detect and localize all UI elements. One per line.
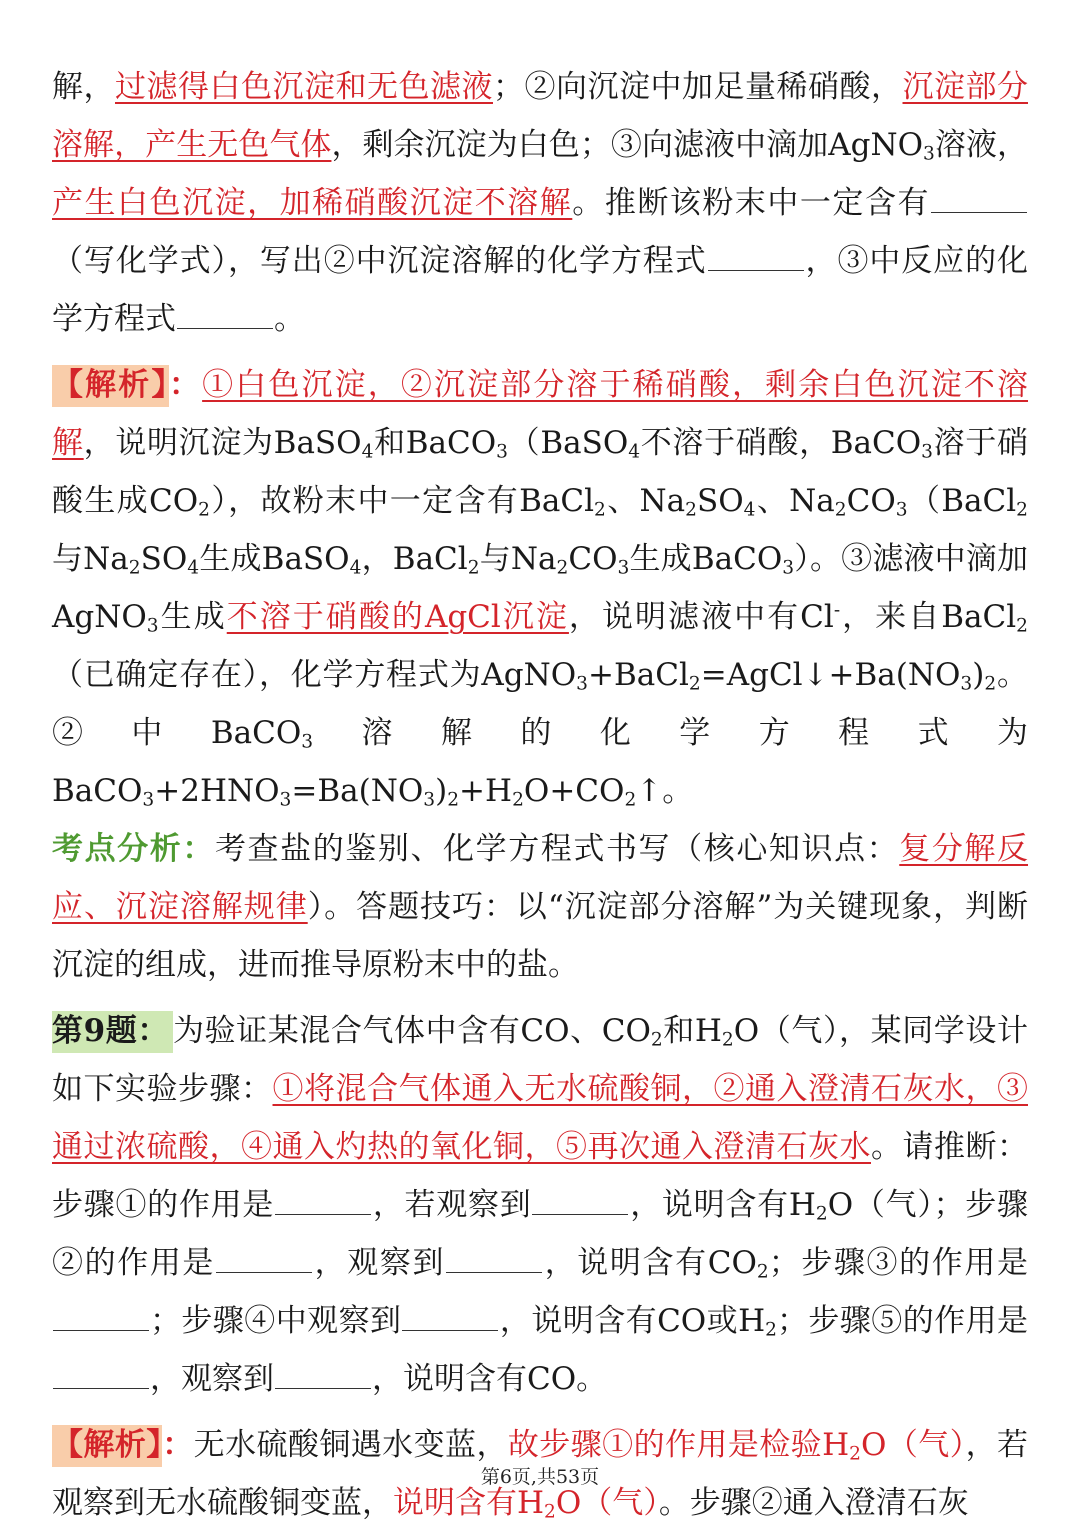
subscript: 4 xyxy=(187,557,200,579)
red-text: O（气） xyxy=(860,1427,966,1463)
text: =Ba(NO xyxy=(291,773,424,809)
subscript: 4 xyxy=(361,441,374,463)
text: O（气），某同学设计如下实验步骤： xyxy=(52,1013,1028,1107)
subscript: 2 xyxy=(984,673,997,695)
text: （BaSO xyxy=(508,425,629,461)
text: ，说明含有H xyxy=(629,1187,816,1223)
analysis-tag: 【解析】 xyxy=(52,365,169,407)
text: 和BaCO xyxy=(373,425,497,461)
subscript: 3 xyxy=(921,441,933,463)
text: ，BaCl xyxy=(361,541,468,577)
answer-blank xyxy=(532,1211,628,1215)
subscript: 2 xyxy=(594,499,606,521)
analysis-tag-colon: ： xyxy=(168,367,203,403)
text: 。 xyxy=(274,301,305,337)
subscript: 3 xyxy=(782,557,795,579)
highlighted-text: 不溶于硝酸的AgCl沉淀 xyxy=(226,599,569,635)
highlighted-text: ①将混合气体通入无水硫酸铜，②通入澄清石灰水，③通过浓硫酸，④通入灼热的氧化铜，⑤再次通入澄清石灰水 xyxy=(52,1071,1028,1165)
text: 考查盐的鉴别、化学方程式书写（核心知识点： xyxy=(214,831,900,867)
text: ，观察到 xyxy=(150,1361,274,1397)
text: 和H xyxy=(662,1013,722,1049)
text: （写化学式），写出②中沉淀溶解的化学方程式 xyxy=(52,243,707,279)
red-text: 故步骤①的作用是检验H xyxy=(507,1427,850,1463)
text: ，说明沉淀为BaSO xyxy=(83,425,362,461)
text: SO xyxy=(697,483,744,519)
analysis-tag-colon: ： xyxy=(162,1427,194,1463)
subscript: 2 xyxy=(834,499,847,521)
analysis-tag: 【解析】 xyxy=(52,1425,162,1467)
answer-blank xyxy=(708,267,804,271)
text: ，说明含有CO或H xyxy=(499,1303,766,1339)
subscript: 2 xyxy=(1016,615,1028,637)
text: =AgCl↓+Ba(NO xyxy=(700,657,961,693)
text: CO xyxy=(568,541,618,577)
answer-blank xyxy=(446,1269,542,1273)
subscript: 3 xyxy=(576,673,589,695)
text: ；步骤③的作用是 xyxy=(768,1245,1028,1281)
text: 无水硫酸铜遇水变蓝， xyxy=(193,1427,508,1463)
text: 。推断该粉末中一定含有 xyxy=(572,185,930,221)
answer-blank xyxy=(275,1211,371,1215)
subscript: 2 xyxy=(624,789,637,811)
subscript: 2 xyxy=(849,1443,861,1465)
subscript: 4 xyxy=(743,499,756,521)
text: ，来自BaCl xyxy=(840,599,1017,635)
subscript: 2 xyxy=(467,557,480,579)
subscript: 2 xyxy=(544,1501,556,1523)
text: ，观察到 xyxy=(313,1245,446,1281)
question-9 xyxy=(52,1002,1028,1408)
answer-blank xyxy=(216,1269,312,1273)
text: ) xyxy=(435,773,448,809)
subscript: 2 xyxy=(756,1261,769,1283)
red-text: 说明含有H xyxy=(393,1485,545,1521)
subscript: 4 xyxy=(628,441,641,463)
text: O（气）；步骤②的作用是 xyxy=(52,1187,1028,1281)
highlighted-text: 产生白色沉淀，加稀硝酸沉淀不溶解 xyxy=(52,185,573,221)
answer-blank xyxy=(177,325,273,329)
text: 解， xyxy=(52,69,115,105)
red-text: O（气） xyxy=(555,1485,659,1521)
text: 溶液， xyxy=(934,127,1029,163)
text: ，若观察到无水硫酸铜变蓝， xyxy=(52,1427,1029,1521)
subscript: 3 xyxy=(895,499,908,521)
subscript: 2 xyxy=(1016,499,1029,521)
superscript: - xyxy=(833,599,841,621)
text: CO xyxy=(846,483,896,519)
text: 与Na xyxy=(479,541,557,577)
text: +BaCl xyxy=(588,657,689,693)
text: ；②向沉淀中加足量稀硝酸， xyxy=(493,69,903,105)
text: 、Na xyxy=(605,483,686,519)
subscript: 3 xyxy=(923,143,935,165)
text: ；步骤④中观察到 xyxy=(150,1303,402,1339)
key-point-analysis-8 xyxy=(52,820,1028,994)
text: ），故粉末中一定含有BaCl xyxy=(209,483,595,519)
highlighted-text: 沉淀部分溶解，产生无色气体 xyxy=(52,69,1028,163)
subscript: 3 xyxy=(423,789,436,811)
subscript: 2 xyxy=(765,1319,777,1341)
answer-blank xyxy=(931,209,1027,213)
text: 。请推断：步骤①的作用是 xyxy=(52,1129,1028,1223)
subscript: 2 xyxy=(685,499,697,521)
answer-blank xyxy=(53,1327,149,1331)
text: 为验证某混合气体中含有CO、CO xyxy=(172,1013,651,1049)
text: +2HNO xyxy=(154,773,280,809)
document-body xyxy=(52,58,1028,1532)
text: ，说明含有CO。 xyxy=(372,1361,608,1397)
subscript: 2 xyxy=(721,1029,734,1051)
text: （BaCl xyxy=(907,483,1017,519)
answer-blank xyxy=(53,1385,149,1389)
text: ，剩余沉淀为白色；③向滤液中滴加AgNO xyxy=(331,127,924,163)
highlighted-text: 过滤得白色沉淀和无色滤液 xyxy=(115,69,493,105)
text: ，③中反应的化学方程式 xyxy=(52,243,1028,337)
text: 、Na xyxy=(755,483,835,519)
text: ；步骤⑤的作用是 xyxy=(776,1303,1029,1339)
text: 溶解的化学方程式为BaCO xyxy=(52,715,1028,809)
subscript: 3 xyxy=(279,789,292,811)
subscript: 2 xyxy=(556,557,569,579)
subscript: 2 xyxy=(815,1203,828,1225)
text: ，说明滤液中有Cl xyxy=(568,599,834,635)
subscript: 3 xyxy=(142,789,155,811)
text: （已确定存在），化学方程式为AgNO xyxy=(52,657,577,693)
text: O+CO xyxy=(523,773,625,809)
text: ，若观察到 xyxy=(372,1187,532,1223)
text: ）。③滤液中滴加AgNO xyxy=(52,541,1029,635)
key-point-tag: 考点分析： xyxy=(52,831,215,867)
question-number-tag: 第9题： xyxy=(52,1011,173,1053)
page-number: 第6页,共53页 xyxy=(480,1466,600,1488)
analysis-8 xyxy=(52,356,1028,820)
subscript: 2 xyxy=(198,499,210,521)
text: 生成 xyxy=(158,599,227,635)
text: ) xyxy=(972,657,985,693)
answer-blank xyxy=(275,1385,371,1389)
subscript: 2 xyxy=(688,673,701,695)
text: 生成BaSO xyxy=(199,541,350,577)
text: 生成BaCO xyxy=(629,541,783,577)
subscript: 3 xyxy=(146,615,159,637)
text: 与Na xyxy=(52,541,129,577)
text: 。②中BaCO xyxy=(52,657,1028,751)
highlighted-text: ①白色沉淀，②沉淀部分溶于稀硝酸，剩余白色沉淀不溶解 xyxy=(52,367,1029,461)
subscript: 3 xyxy=(960,673,973,695)
subscript: 2 xyxy=(650,1029,663,1051)
text: 不溶于硝酸，BaCO xyxy=(640,425,922,461)
text: 溶于硝酸生成CO xyxy=(52,425,1028,519)
question-8-continued xyxy=(52,58,1028,348)
subscript: 2 xyxy=(512,789,524,811)
subscript: 2 xyxy=(128,557,141,579)
subscript: 3 xyxy=(301,731,314,753)
text: ，说明含有CO xyxy=(543,1245,757,1281)
highlighted-text: 复分解反应、沉淀溶解规律 xyxy=(52,831,1029,925)
text: ）。答题技巧：以“沉淀部分溶解”为关键现象，判断沉淀的组成，进而推导原粉末中的盐。 xyxy=(52,889,1029,983)
answer-blank xyxy=(402,1327,498,1331)
subscript: 3 xyxy=(617,557,630,579)
text: +H xyxy=(459,773,513,809)
text: 。步骤②通入澄清石灰 xyxy=(658,1485,969,1521)
subscript: 3 xyxy=(496,441,508,463)
subscript: 4 xyxy=(349,557,362,579)
subscript: 2 xyxy=(447,789,460,811)
text: SO xyxy=(140,541,188,577)
text: ↑。 xyxy=(636,773,694,809)
